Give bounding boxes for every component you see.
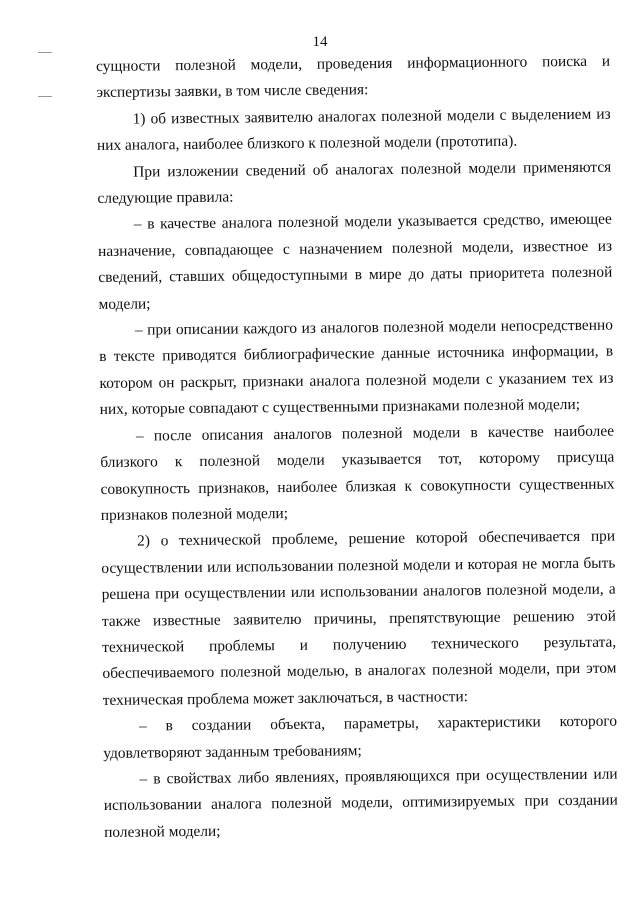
paragraph-problem-object-creation: – в создании объекта, параметры, характеристики которого удовлетворяют заданным требованиям; (103, 712, 618, 762)
page-number: 14 (312, 34, 328, 50)
scan-margin-mark (38, 52, 52, 53)
paragraph-rule-analog-description: – при описании каждого из аналогов полезной модели непосредственно в тексте приводятся библиографические данные источника информации, в котором он раскрыт, признаки аналога полезной модели с указанием тех из них, которые совпадают с существенными признаками полезной модели; (99, 316, 614, 419)
paragraph-item-1-analogs: 1) об известных заявителю аналогах полезной модели с выделением из них аналога, наиболее близкого к полезной модели (прототипа). (96, 105, 611, 155)
document-body (96, 49, 618, 847)
paragraph-rules-intro: При изложении сведений об аналогах полезной модели применяются следующие правила: (97, 158, 612, 208)
paragraph-rule-closest-analog: – после описания аналогов полезной модели в качестве наиболее близкого к полезной модели указывается тот, которому присуща совокупность признаков, наиболее близкая к совокупности существенных признаков полезной модели; (100, 422, 615, 524)
paragraph-rule-analog-definition: – в качестве аналога полезной модели указывается средство, имеющее назначение, совпадающее с назначением полезной модели, известное из сведений, ставших общедоступными в мире до даты приоритета полезной модели; (97, 211, 613, 313)
paragraph-problem-properties: – в свойствах либо явлениях, проявляющихся при осуществлении или использовании аналога полезной модели, оптимизируемых при создании полезной модели; (103, 765, 618, 841)
paragraph-item-2-technical-problem: 2) о технической проблеме, решение которой обеспечивается при осуществлении или использовании полезной модели и которая не могла быть решена при осуществлении или использовании аналогов полезной модели, а также известные заявителю причины, препятствующие решению этой технической проблемы и получению технического результата, обеспечиваемого полезной моделью, в аналогах полезной модели, при этом техническая проблема может заключаться, в частности: (101, 527, 617, 709)
paragraph-intro-continuation: сущности полезной модели, проведения информационного поиска и экспертизы заявки, в том числе сведения: (96, 52, 611, 102)
scan-margin-mark (38, 96, 52, 97)
